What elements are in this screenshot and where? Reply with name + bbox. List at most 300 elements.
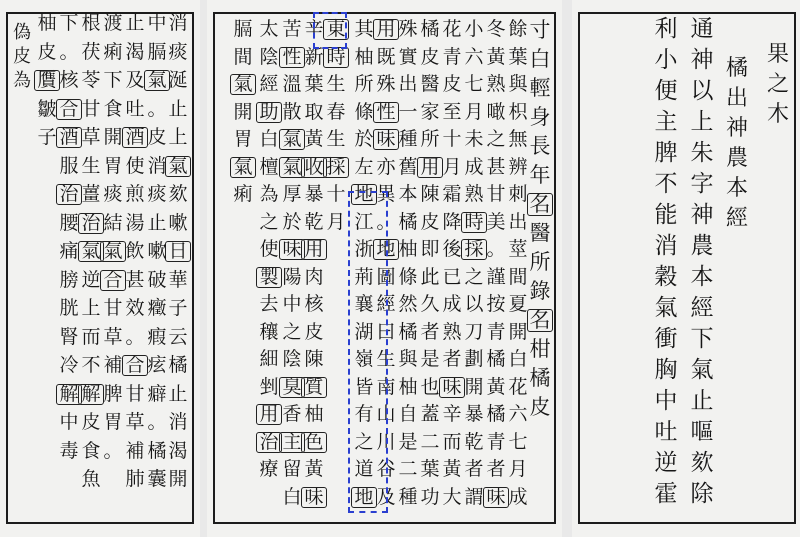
glyph: 辨	[508, 155, 528, 178]
glyph: 噉	[486, 100, 506, 123]
glyph: 二	[420, 430, 440, 453]
text-column	[257, 0, 281, 537]
glyph: 陰	[259, 45, 279, 68]
glyph: 以	[464, 293, 484, 315]
glyph: 六	[464, 45, 484, 68]
glyph: 助	[257, 103, 281, 122]
glyph: 贋	[35, 71, 59, 90]
glyph: 殊	[398, 18, 418, 40]
glyph: 亦	[376, 155, 396, 178]
glyph: 既	[376, 45, 396, 68]
glyph: 膀	[59, 268, 79, 291]
glyph: 曰	[376, 320, 396, 343]
glyph: 暴	[464, 403, 484, 425]
glyph: 消	[168, 411, 188, 433]
glyph: 破	[147, 268, 167, 291]
text-column	[166, 0, 190, 537]
glyph: 身	[529, 105, 551, 129]
glyph: 散	[282, 100, 302, 123]
glyph: 橘	[398, 210, 418, 233]
page-right-frame-bottom	[578, 522, 796, 524]
glyph: 苦	[282, 18, 302, 40]
glyph: 氣	[231, 75, 255, 94]
glyph: 皮	[420, 45, 440, 68]
glyph: 補	[125, 439, 145, 462]
glyph: 腰	[59, 211, 79, 234]
page-right-frame-right	[794, 12, 796, 524]
glyph: 不	[81, 354, 101, 376]
glyph: 胱	[59, 297, 79, 319]
glyph: 自	[398, 403, 418, 425]
glyph: 按	[486, 293, 506, 315]
glyph: 刀	[464, 320, 484, 343]
glyph: 皮	[442, 73, 462, 95]
glyph: 左	[354, 155, 374, 178]
glyph: 橘	[147, 439, 167, 462]
text-column	[690, 0, 714, 537]
glyph: 時	[462, 213, 486, 232]
glyph: 止	[168, 382, 188, 405]
glyph: 長	[529, 134, 551, 158]
glyph: 出	[725, 86, 748, 111]
glyph: 陳	[304, 348, 324, 370]
glyph: 止	[168, 97, 188, 120]
glyph: 即	[420, 238, 440, 260]
text-column	[396, 0, 420, 537]
glyph: 除	[690, 481, 714, 507]
glyph: 氣	[145, 71, 169, 90]
glyph: 苓	[81, 69, 101, 91]
glyph: 月	[326, 210, 346, 233]
glyph: 月	[442, 155, 462, 178]
glyph: 寸	[529, 18, 551, 42]
glyph: 成	[442, 293, 462, 315]
glyph: 橘	[420, 18, 440, 40]
glyph: 白	[259, 128, 279, 150]
glyph: 春	[326, 100, 346, 123]
glyph: 農	[690, 233, 714, 259]
glyph: 。	[59, 40, 79, 63]
glyph: 後	[442, 238, 462, 260]
glyph: 神	[690, 47, 714, 73]
glyph: 花	[442, 18, 462, 40]
glyph: 山	[376, 403, 396, 425]
glyph: 皮	[147, 126, 167, 148]
glyph: 間	[233, 45, 253, 68]
glyph: 生	[326, 73, 346, 95]
glyph: 於	[354, 128, 374, 150]
text-column	[725, 0, 749, 537]
text-column	[280, 0, 304, 537]
glyph: 橘	[398, 320, 418, 343]
glyph: 主	[654, 109, 678, 135]
glyph: 消	[147, 154, 167, 177]
glyph: 解	[79, 385, 103, 404]
glyph: 合	[123, 356, 147, 375]
glyph: 開	[464, 375, 484, 398]
glyph: 以	[690, 78, 714, 104]
page-right	[572, 0, 800, 537]
glyph: 橘	[168, 354, 188, 376]
text-column	[79, 0, 103, 537]
glyph: 所	[529, 250, 551, 274]
glyph: 之	[464, 265, 484, 288]
glyph: 採	[324, 158, 348, 177]
glyph: 新	[304, 45, 324, 68]
glyph: 脾	[103, 382, 123, 405]
glyph: 性	[280, 48, 304, 67]
page-left-frame-right	[192, 12, 194, 524]
glyph: 青	[486, 430, 506, 453]
glyph: 解	[57, 385, 81, 404]
glyph: 乾	[464, 430, 484, 453]
glyph: 根	[81, 12, 101, 34]
glyph: 六	[508, 403, 528, 425]
glyph: 味	[280, 240, 304, 259]
glyph: 治	[79, 214, 103, 233]
text-column	[462, 0, 486, 537]
glyph: 浙	[354, 238, 374, 260]
glyph: 草	[81, 126, 101, 148]
glyph: 上	[690, 109, 714, 135]
glyph: 細	[259, 348, 279, 370]
glyph: 衝	[654, 326, 678, 352]
glyph: 上	[81, 297, 101, 319]
text-column	[506, 0, 530, 537]
glyph: 陽	[282, 265, 302, 288]
glyph: 便	[654, 78, 678, 104]
page-left	[0, 0, 200, 537]
glyph: 月	[508, 458, 528, 480]
text-column	[123, 0, 147, 537]
glyph: 瘕	[147, 325, 167, 348]
glyph: 茯	[81, 40, 101, 63]
glyph: 及	[376, 485, 396, 508]
glyph: 腎	[59, 325, 79, 348]
glyph: 小	[464, 18, 484, 40]
glyph: 荊	[354, 265, 374, 288]
highlight-box-east	[313, 12, 347, 49]
glyph: 吐	[125, 97, 145, 120]
glyph: 味	[302, 488, 326, 507]
glyph: 辛	[442, 403, 462, 425]
glyph: 毒	[59, 439, 79, 462]
glyph: 者	[442, 348, 462, 370]
glyph: 治	[257, 433, 281, 452]
glyph: 本	[398, 183, 418, 205]
glyph: 魚	[81, 468, 101, 490]
glyph: 之	[259, 210, 279, 233]
glyph: 柚	[37, 12, 57, 34]
glyph: 木	[766, 102, 789, 127]
glyph: 香	[282, 403, 302, 425]
glyph: 未	[464, 128, 484, 150]
glyph: 白	[282, 485, 302, 508]
glyph: 日	[166, 242, 190, 261]
glyph: 胃	[103, 411, 123, 433]
glyph: 開	[168, 468, 188, 490]
glyph: 剉	[259, 375, 279, 398]
glyph: 。	[147, 411, 167, 433]
glyph: 柚	[354, 45, 374, 68]
glyph: 食	[81, 439, 101, 462]
glyph: 無	[508, 128, 528, 150]
glyph: 神	[690, 202, 714, 228]
glyph: 療	[259, 458, 279, 480]
glyph: 止	[147, 211, 167, 234]
glyph: 熟	[464, 183, 484, 205]
glyph: 為	[259, 183, 279, 205]
glyph: 氣	[166, 157, 190, 176]
glyph: 上	[168, 126, 188, 148]
glyph: 痢	[103, 40, 123, 63]
glyph: 合	[57, 100, 81, 119]
glyph: 橘	[725, 56, 748, 81]
glyph: 名	[529, 308, 551, 332]
glyph: 冬	[486, 18, 506, 40]
glyph: 中	[654, 388, 678, 414]
glyph: 胃	[103, 154, 123, 177]
glyph: 使	[259, 238, 279, 260]
glyph: 所	[354, 73, 374, 95]
glyph: 經	[259, 73, 279, 95]
glyph: 之	[486, 128, 506, 150]
glyph: 刺	[508, 183, 528, 205]
text-column	[484, 0, 508, 537]
glyph: 開	[508, 320, 528, 343]
glyph: 治	[57, 185, 81, 204]
glyph: 小	[654, 47, 678, 73]
glyph: 製	[257, 268, 281, 287]
glyph: 穰	[259, 320, 279, 343]
glyph: 效	[125, 297, 145, 319]
glyph: 。	[376, 210, 396, 233]
glyph: 黃	[486, 375, 506, 398]
glyph: 蓋	[420, 403, 440, 425]
glyph: 生	[326, 128, 346, 150]
glyph: 時	[324, 48, 348, 67]
glyph: 青	[442, 45, 462, 68]
glyph: 之	[282, 320, 302, 343]
highlight-box-region	[348, 191, 388, 513]
glyph: 厚	[282, 183, 302, 205]
glyph: 黃	[304, 128, 324, 150]
glyph: 質	[302, 378, 326, 397]
glyph: 農	[725, 146, 748, 171]
glyph: 朱	[690, 140, 714, 166]
glyph: 江	[354, 210, 374, 233]
glyph: 葉	[508, 45, 528, 68]
glyph: 道	[354, 458, 374, 480]
glyph: 酒	[57, 128, 81, 147]
glyph: 痢	[233, 183, 253, 205]
glyph: 結	[103, 211, 123, 234]
glyph: 偽	[13, 22, 31, 43]
glyph: 出	[508, 210, 528, 233]
glyph: 圖	[376, 265, 396, 288]
glyph: 生	[81, 154, 101, 177]
glyph: 云	[168, 325, 188, 348]
glyph: 霍	[654, 481, 678, 507]
glyph: 川	[376, 430, 396, 453]
text-column	[302, 0, 326, 537]
glyph: 十	[326, 183, 346, 205]
glyph: 。	[486, 238, 506, 260]
glyph: 是	[420, 348, 440, 370]
glyph: 渡	[103, 12, 123, 34]
page-middle-frame-right	[554, 12, 556, 524]
glyph: 夏	[508, 293, 528, 315]
glyph: 月	[464, 100, 484, 123]
glyph: 渴	[168, 439, 188, 462]
glyph: 甚	[125, 268, 145, 291]
glyph: 採	[462, 240, 486, 259]
glyph: 皺	[37, 97, 57, 120]
glyph: 嘔	[690, 419, 714, 445]
glyph: 渴	[125, 40, 145, 63]
glyph: 然	[398, 293, 418, 315]
glyph: 者	[420, 320, 440, 343]
glyph: 用	[302, 240, 326, 259]
glyph: 下	[103, 69, 123, 91]
glyph: 溫	[282, 73, 302, 95]
glyph: 主	[280, 433, 304, 452]
glyph: 舊	[398, 155, 418, 178]
glyph: 味	[440, 378, 464, 397]
glyph: 而	[81, 325, 101, 348]
glyph: 吐	[654, 419, 678, 445]
glyph: 陰	[282, 348, 302, 370]
page-right-frame-left	[578, 12, 580, 524]
glyph: 核	[59, 69, 79, 91]
text-column	[35, 0, 59, 537]
glyph: 黃	[442, 458, 462, 480]
glyph: 是	[398, 430, 418, 453]
glyph: 止	[690, 388, 714, 414]
glyph: 果	[766, 42, 789, 67]
glyph: 謂	[464, 485, 484, 508]
glyph: 甘	[486, 183, 506, 205]
glyph: 葉	[304, 73, 324, 95]
glyph: 華	[168, 268, 188, 291]
glyph: 所	[420, 128, 440, 150]
glyph: 合	[101, 271, 125, 290]
glyph: 脾	[654, 140, 678, 166]
glyph: 十	[442, 128, 462, 150]
glyph: 南	[376, 375, 396, 398]
glyph: 也	[420, 375, 440, 398]
glyph: 氣	[280, 158, 304, 177]
glyph: 甘	[125, 382, 145, 405]
glyph: 留	[282, 458, 302, 480]
glyph: 者	[486, 458, 506, 480]
glyph: 柚	[398, 238, 418, 260]
glyph: 字	[690, 171, 714, 197]
glyph: 條	[398, 265, 418, 288]
glyph: 有	[354, 403, 374, 425]
glyph: 草	[125, 411, 145, 433]
glyph: 劃	[464, 348, 484, 370]
glyph: 此	[420, 265, 440, 288]
glyph: 皆	[354, 375, 374, 398]
glyph: 痰	[103, 183, 123, 205]
glyph: 服	[59, 154, 79, 177]
glyph: 出	[398, 73, 418, 95]
glyph: 肉	[304, 265, 324, 288]
glyph: 七	[508, 430, 528, 453]
glyph: 氣	[231, 158, 255, 177]
glyph: 經	[725, 206, 748, 231]
glyph: 氣	[79, 242, 103, 261]
glyph: 經	[690, 295, 714, 321]
glyph: 性	[374, 103, 398, 122]
glyph: 嗽	[147, 240, 167, 262]
page-left-frame-left	[6, 12, 8, 524]
glyph: 甘	[103, 297, 123, 319]
glyph: 生	[376, 348, 396, 370]
glyph: 熟	[442, 320, 462, 343]
glyph: 橘	[529, 366, 551, 390]
glyph: 與	[508, 73, 528, 95]
glyph: 本	[725, 176, 748, 201]
glyph: 草	[103, 325, 123, 348]
glyph: 湖	[354, 320, 374, 343]
glyph: 柚	[304, 403, 324, 425]
glyph: 美	[486, 210, 506, 233]
text-column	[57, 0, 81, 537]
glyph: 為	[13, 70, 31, 91]
glyph: 用	[418, 158, 442, 177]
text-column	[101, 0, 125, 537]
glyph: 皮	[420, 210, 440, 233]
glyph: 之	[354, 430, 374, 453]
glyph: 開	[233, 100, 253, 123]
glyph: 經	[376, 293, 396, 315]
glyph: 柚	[398, 375, 418, 398]
glyph: 色	[302, 433, 326, 452]
glyph: 癥	[147, 297, 167, 319]
glyph: 酒	[123, 128, 147, 147]
glyph: 種	[398, 485, 418, 508]
glyph: 黃	[486, 45, 506, 68]
glyph: 痃	[147, 354, 167, 376]
page-middle-frame-left	[213, 12, 215, 524]
glyph: 湯	[125, 211, 145, 234]
glyph: 熟	[486, 73, 506, 95]
glyph: 東	[324, 20, 348, 39]
glyph: 中	[147, 12, 167, 34]
glyph: 白	[508, 348, 528, 370]
glyph: 消	[654, 233, 678, 259]
glyph: 膈	[147, 40, 167, 63]
glyph: 霜	[442, 183, 462, 205]
glyph: 神	[725, 116, 748, 141]
glyph: 飲	[125, 240, 145, 262]
glyph: 辛	[304, 18, 324, 40]
glyph: 本	[690, 264, 714, 290]
text-column	[440, 0, 464, 537]
glyph: 成	[508, 485, 528, 508]
glyph: 煎	[125, 183, 145, 205]
glyph: 異	[376, 183, 396, 205]
glyph: 冷	[59, 354, 79, 376]
glyph: 謹	[486, 265, 506, 288]
glyph: 氣	[690, 357, 714, 383]
glyph: 名	[529, 192, 551, 216]
glyph: 襄	[354, 293, 374, 315]
glyph: 皮	[304, 320, 324, 343]
glyph: 補	[103, 354, 123, 376]
